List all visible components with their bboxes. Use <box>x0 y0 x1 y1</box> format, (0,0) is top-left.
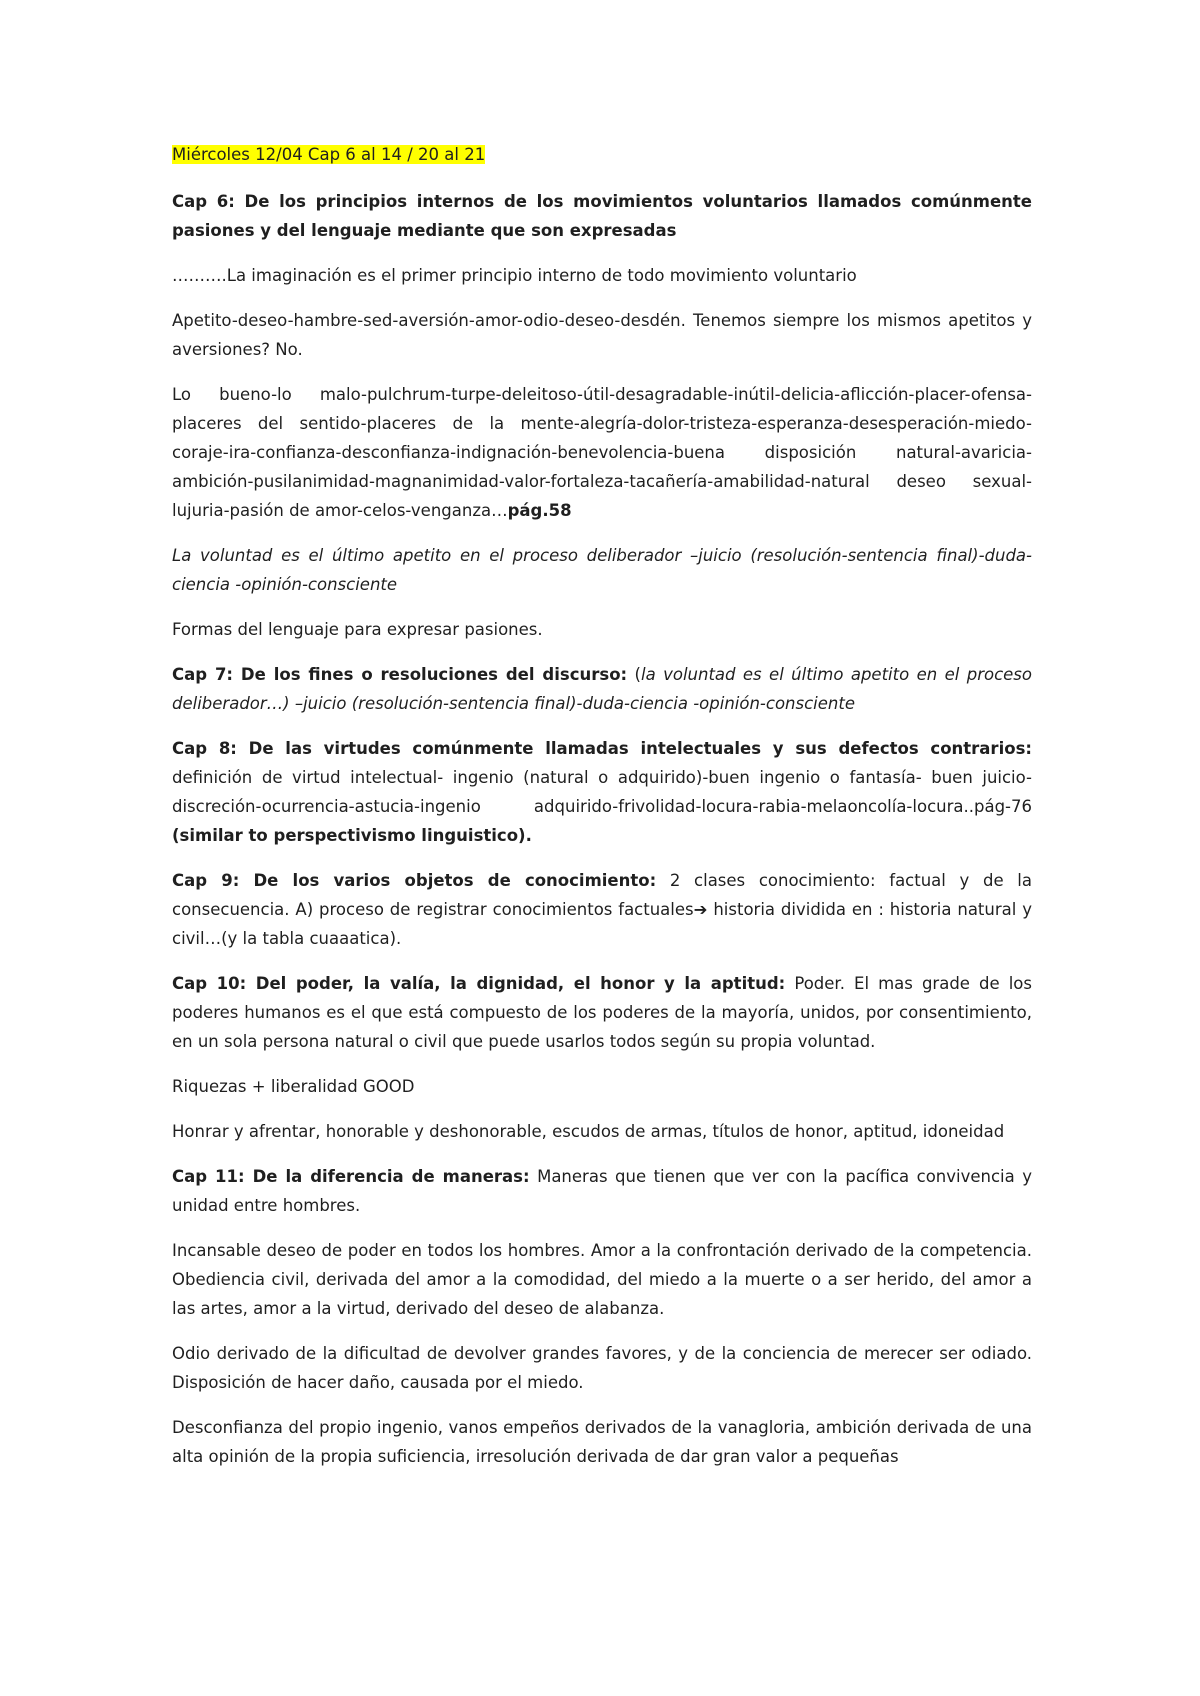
arrow-right-icon: ➔ <box>693 900 708 919</box>
cap6-paragraph-5: Formas del lenguaje para expresar pasiones. <box>172 620 543 639</box>
cap6-paragraph-2: Apetito-deseo-hambre-sed-aversión-amor-odio-deseo-desdén. Tenemos siempre los mismos apetitos y aversiones? No. <box>172 311 1032 359</box>
cap7-text: la voluntad es el último apetito en el proceso deliberador…) –juicio (resolución-sentencia final)-duda-ciencia -opinión-consciente <box>172 665 1032 713</box>
cap11-paragraph <box>172 1162 1032 1220</box>
cap10-paragraph <box>172 969 1032 1056</box>
cap9-paragraph <box>172 866 1032 953</box>
cap11-heading: Cap 11: De la diferencia de maneras: <box>172 1167 530 1186</box>
cap7-paragraph <box>172 660 1032 718</box>
cap11-paragraph-2: Incansable deseo de poder en todos los hombres. Amor a la confrontación derivado de la competencia. Obediencia civil, derivada del amor a la comodidad, del miedo a la muerte o a ser herido, del amor a las artes, amor a la virtud, derivado del deseo de alabanza. <box>172 1241 1032 1318</box>
title-line <box>172 140 1032 169</box>
cap9-heading: Cap 9: De los varios objetos de conocimiento: <box>172 871 657 890</box>
cap6-paragraph-4: La voluntad es el último apetito en el proceso deliberador –juicio (resolución-sentencia final)-duda-ciencia -opinión-consciente <box>172 546 1032 594</box>
cap10-text: Poder. El mas grade de los poderes humanos es el que está compuesto de los poderes de la mayoría, unidos, por consentimiento, en un sola persona natural o civil que puede usarlos todos según su propia voluntad. <box>172 974 1032 1051</box>
cap7-paren: ( <box>627 665 641 684</box>
cap8-paragraph <box>172 734 1032 850</box>
cap10-heading: Cap 10: Del poder, la valía, la dignidad, el honor y la aptitud: <box>172 974 786 993</box>
highlighted-title: Miércoles 12/04 Cap 6 al 14 / 20 al 21 <box>172 145 486 164</box>
cap6-paragraph-1: ……….La imaginación es el primer principio interno de todo movimiento voluntario <box>172 266 857 285</box>
page-reference: pág.58 <box>507 501 572 520</box>
document-page <box>172 140 1032 1487</box>
cap11-paragraph-3: Odio derivado de la dificultad de devolver grandes favores, y de la conciencia de merecer ser odiado. Disposición de hacer daño, causada por el miedo. <box>172 1344 1032 1392</box>
cap8-heading: Cap 8: De las virtudes comúnmente llamadas intelectuales y sus defectos contrarios: <box>172 739 1032 758</box>
cap8-bold-note: (similar to perspectivismo linguistico). <box>172 826 532 845</box>
cap10-paragraph-2: Riquezas + liberalidad GOOD <box>172 1077 415 1096</box>
passions-list: Lo bueno-lo malo-pulchrum-turpe-deleitoso-útil-desagradable-inútil-delicia-aflicción-placer-ofensa-placeres del sentido-placeres de la mente-alegría-dolor-tristeza-esperanza-desesperación-miedo-coraje-ira-confianza-desconfianza-indignación-benevolencia-buena disposición natural-avaricia-ambición-pusilanimidad-magnanimidad-valor-fortaleza-tacañería-amabilidad-natural deseo sexual-lujuria-pasión de amor-celos-venganza… <box>172 385 1032 520</box>
cap11-paragraph-4: Desconfianza del propio ingenio, vanos empeños derivados de la vanagloria, ambición derivada de una alta opinión de la propia suficiencia, irresolución derivada de dar gran valor a pequeñas <box>172 1418 1032 1466</box>
cap11-text: Maneras que tienen que ver con la pacífica convivencia y unidad entre hombres. <box>172 1167 1032 1215</box>
cap7-heading: Cap 7: De los fines o resoluciones del discurso: <box>172 665 628 684</box>
cap10-paragraph-3: Honrar y afrentar, honorable y deshonorable, escudos de armas, títulos de honor, aptitud, idoneidad <box>172 1122 1005 1141</box>
cap8-text: definición de virtud intelectual- ingenio (natural o adquirido)-buen ingenio o fantasía- buen juicio-discreción-ocurrencia-astucia-ingenio adquirido-frivolidad-locura-rabia-melaoncolía-locura..pág-76 <box>172 768 1032 816</box>
cap9-text-b: historia dividida en : historia natural y civil…(y la tabla cuaaatica). <box>172 900 1032 948</box>
cap9-text-a: 2 clases conocimiento: factual y de la consecuencia. A) proceso de registrar conocimientos factuales <box>172 871 1032 919</box>
cap6-paragraph-3 <box>172 380 1032 525</box>
cap6-heading: Cap 6: De los principios internos de los movimientos voluntarios llamados comúnmente pasiones y del lenguaje mediante que son expresadas <box>172 192 1032 240</box>
